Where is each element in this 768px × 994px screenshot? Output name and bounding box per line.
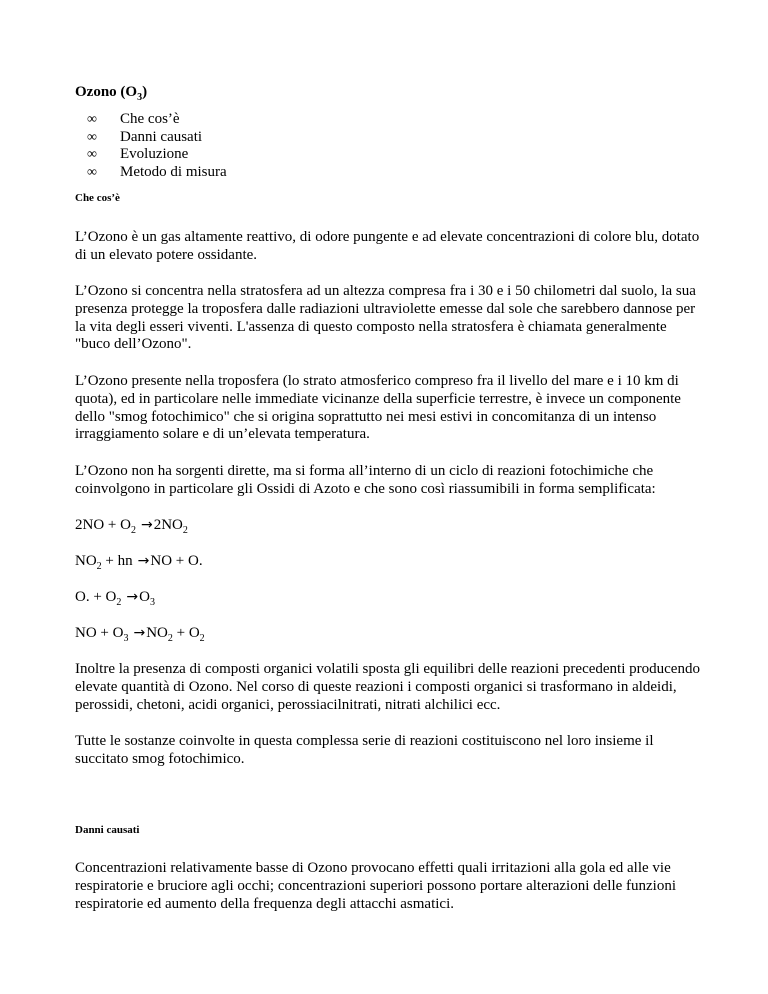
paragraph: Tutte le sostanze coinvolte in questa complessa serie di reazioni costituiscono nel loro insieme il succitato smog fotochimico. [75,733,654,767]
infinity-bullet-icon: ∞ [87,147,97,162]
paragraph: Inoltre la presenza di composti organici volatili sposta gli equilibri delle reazioni precedenti producendo elevate quantità di Ozono. Nel corso di queste reazioni i composti organici si trasformano in aldeidi, perossidi, chetoni, acidi organici, perossiacilnitrati, nitrati alchilici ecc. [75,661,700,713]
section-heading-che-cose: Che cos’è [75,192,120,204]
section-heading-danni-causati: Danni causati [75,824,140,836]
toc-item: ∞ Metodo di misura [87,163,227,180]
reaction-arrow-icon: → [137,553,150,569]
infinity-bullet-icon: ∞ [87,129,97,145]
reaction-arrow-icon: → [126,589,139,605]
equation-4: NO + $O_3 \to NO_2 + O_2$ [75,625,205,644]
infinity-bullet-icon: ∞ [87,112,97,127]
equation-1: $2NO + O_2 \to 2NO_2$ [75,517,188,536]
toc-item: ∞ Danni causati [87,128,203,145]
paragraph: L’Ozono si concentra nella stratosfera ad un altezza compresa fra i 30 e i 50 chilometri dal suolo, la sua presenza protegge la troposfera dalle radiazioni ultraviolette emesse dal sole che sarebbero dannose per la vita degli esseri viventi. L'assenza di questo composto nella stratosfera è chiamata generalmente "buco dell’Ozono". [75,283,696,353]
infinity-bullet-icon: ∞ [87,164,97,180]
reaction-arrow-icon: → [133,625,146,641]
paragraph: L’Ozono presente nella troposfera (lo strato atmosferico compreso fra il livello del mare e i 10 km di quota), ed in particolare nelle immediate vicinanze della superficie terrestre, è invece un componente dello "smog fotochimico" che si origina soprattutto nei mesi estivi in concomitanza di un intenso irraggiamento solare e di un’elevata temperatura. [75,373,681,443]
equation-3: O. + $O_2 \to O_3$ [75,589,155,608]
paragraph: Concentrazioni relativamente basse di Ozono provocano effetti quali irritazioni alla gola ed alle vie respiratorie e bruciore agli occhi; concentrazioni superiori possono portare alterazioni delle funzioni respiratorie ed aumento della frequenza degli attacchi asmatici. [75,860,677,912]
table-of-contents [75,111,227,181]
toc-item: ∞ Evoluzione [87,146,189,162]
reaction-arrow-icon: → [140,517,153,533]
toc-item: ∞ Che cos’è [87,111,180,127]
equation-2: $NO_2$ + hn →NO + O. [75,553,203,572]
page-title: Ozono $(O_3)$ [75,84,148,103]
paragraph: L’Ozono è un gas altamente reattivo, di odore pungente e ad elevate concentrazioni di colore blu, dotato di un elevato potere ossidante. [75,229,700,263]
paragraph: L’Ozono non ha sorgenti dirette, ma si forma all’interno di un ciclo di reazioni fotochimiche che coinvolgono in particolare gli Ossidi di Azoto e che sono così riassumibili in forma semplificata: [75,463,656,497]
